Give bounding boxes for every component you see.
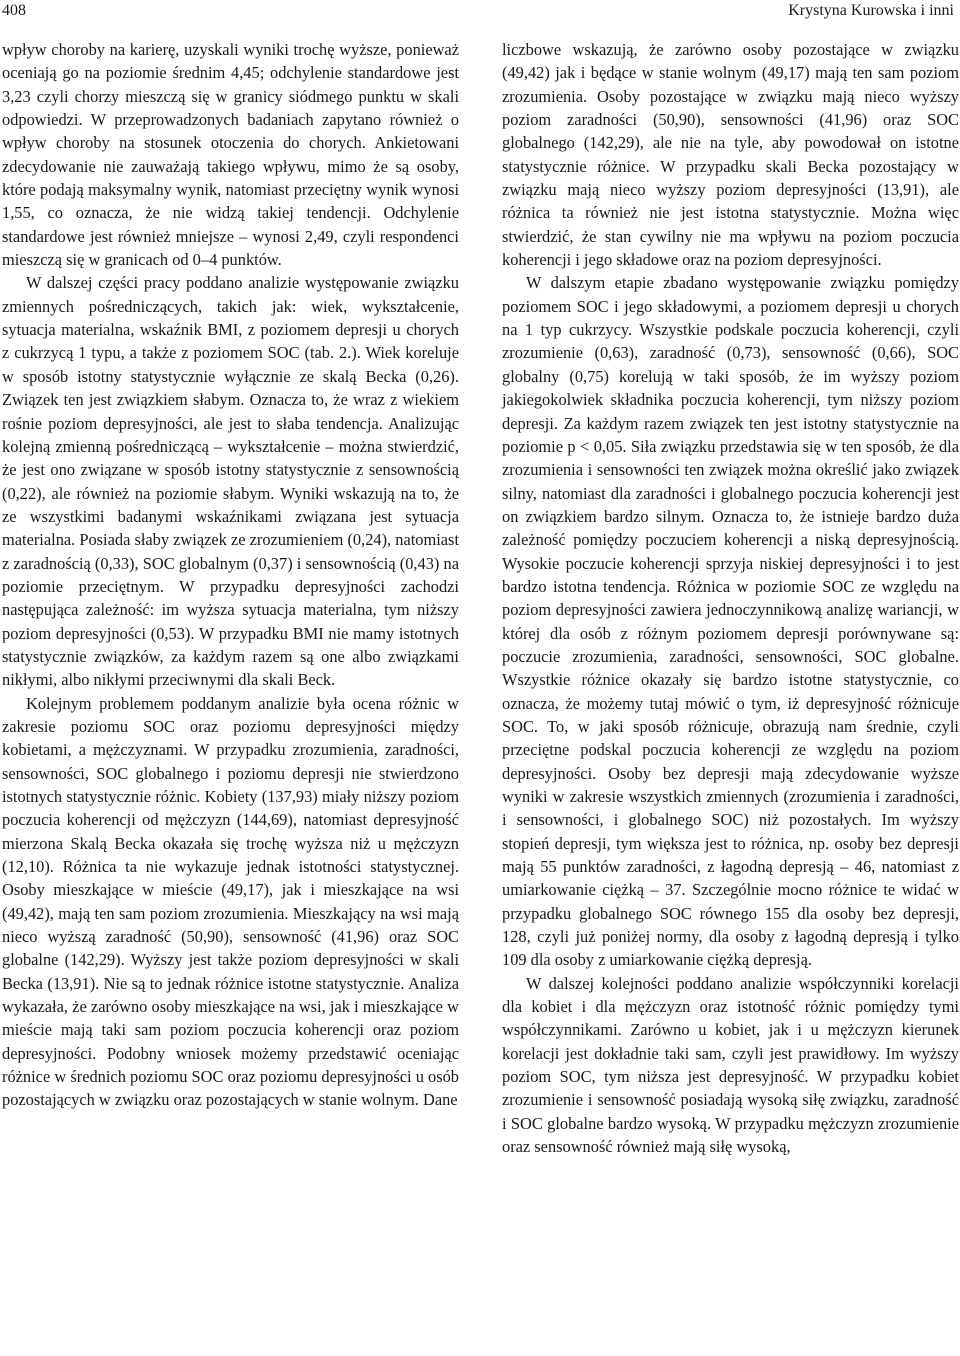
right-paragraph-2: W dalszym etapie zbadano występowanie związku pomiędzy poziomem SOC i jego składowymi, a poziomem depresji u chorych na 1 typ cukrzycy. Wszystkie podskale poczucia koherencji, czyli zrozumienie (0,63), zaradność (0,73), sensowność (0,66), SOC globalny (0,75) korelują w taki sposób, że im wyższy poziom jakiegokolwiek składnika poczucia koherencji, tym niższy poziom depresji. Za każdym razem związek ten jest istotny statystycznie na poziomie p < 0,05. Siła związku przedstawia się w ten sposób, że dla zrozumienia i sensowności ten związek można określić jako związek silny, natomiast dla zaradności i globalnego poczucia koherencji jest on związkiem bardzo silnym. Oznacza to, że istnieje bardzo duża zależność pomiędzy poczuciem koherencji a niską depresyjnością. Wysokie poczucie koherencji sprzyja niskiej depresyjności i to jest bardzo istotna tendencja. Różnica w poziomie SOC ze względu na poziom depresyjności zawiera jednoczynnikową analizę wariancji, w której dla osób z różnym poziomem depresji porównywane są: poczucie zrozumienia, zaradności, sensowności, SOC globalne. Wszystkie różnice okazały się bardzo istotne statystycznie, co oznacza, że możemy tutaj mówić o tym, iż depresyjność różnicuje SOC. To, w jaki sposób różnicuje, obrazują nam średnie, czyli przeciętne podskal poczucia koherencji ze względu na poziom depresyjności. Osoby bez depresji mają zdecydowanie wyższe wyniki w zakresie wszystkich zmiennych (zrozumienia i zaradności, i sensowności, i globalnego SOC) niż pozostałych. Im wyższy stopień depresji, tym większa jest to różnica, np. osoby bez depresji mają 55 punktów zaradności, z łagodną depresją – 46, natomiast z umiarkowanie ciężką – 37. Szczególnie mocno różnice te widać w przypadku globalnego SOC równego 155 dla osoby bez depresji, 128, czyli już poniżej normy, dla osoby z łagodną depresją i tylko 109 dla osoby z umiarkowanie ciężką depresją. bbox=[502, 273, 959, 970]
left-column bbox=[2, 38, 459, 1112]
left-paragraph-2: W dalszej części pracy poddano analizie występowanie związku zmiennych pośredniczących, takich jak: wiek, wykształcenie, sytuacja materialna, wskaźnik BMI, z poziomem depresji u chorych z cukrzycą 1 typu, a także z poziomem SOC (tab. 2.). Wiek koreluje w sposób istotny statystycznie wyłącznie ze skalą Becka (0,26). Związek ten jest związkiem słabym. Oznacza to, że wraz z wiekiem rośnie poziom depresyjności, ale jest to słaba tendencja. Analizując kolejną zmienną pośredniczącą – wykształcenie – można stwierdzić, że jest ono związane w sposób istotny statystycznie z sensownością (0,22), ale również na poziomie słabym. Wyniki wskazują na to, że ze wszystkimi badanymi wskaźnikami związana jest sytuacja materialna. Posiada słaby związek ze zrozumieniem (0,24), natomiast z zaradnością (0,33), SOC globalnym (0,37) i sensownością (0,43) na poziomie przeciętnym. W przypadku depresyjności zachodzi następująca zależność: im wyższa sytuacja materialna, tym niższy poziom depresyjności (0,53). W przypadku BMI nie mamy istotnych statystycznie związków, za każdym razem są one albo związkami nikłymi, albo nikłymi przeciwnymi dla skali Beck. bbox=[2, 273, 459, 690]
page-header bbox=[0, 0, 960, 24]
page-number: 408 bbox=[2, 2, 26, 19]
left-paragraph-1: wpływ choroby na karierę, uzyskali wyniki trochę wyższe, ponieważ oceniają go na poziomie średnim 4,45; odchylenie standardowe jest 3,23 czyli chorzy mieszczą się w granicy siódmego punktu w skali odpowiedzi. W przeprowadzonych badaniach zapytano również o wpływ choroby na stosunek otoczenia do chorych. Ankietowani zdecydowanie nie zauważają takiego wpływu, mimo że są osoby, które podają maksymalny wynik, natomiast przeciętny wynik wynosi 1,55, co oznacza, że nie widzą takiej tendencji. Odchylenie standardowe jest również mniejsze – wynosi 2,49, czyli respondenci mieszczą się w granicach od 0–4 punktów. bbox=[2, 40, 459, 270]
right-paragraph-1: liczbowe wskazują, że zarówno osoby pozostające w związku (49,42) jak i będące w stanie wolnym (49,17) mają ten sam poziom zrozumienia. Osoby pozostające w związku mają nieco wyższy poziom zaradności (50,90), sensowności (41,96) oraz SOC globalnego (142,29), ale nie na tyle, aby powodował on istotne statystycznie różnice. W przypadku skali Becka pozostający w związku mają nieco wyższy poziom depresyjności (13,91), ale różnica ta również nie jest istotna statystycznie. Można więc stwierdzić, że stan cywilny nie ma wpływu na poziom poczucia koherencji i jego składowe oraz na poziom depresyjności. bbox=[502, 40, 959, 270]
right-column bbox=[502, 38, 959, 1159]
right-paragraph-3: W dalszej kolejności poddano analizie współczynniki korelacji dla kobiet i dla mężczyzn oraz istotność różnic pomiędzy tymi współczynnikami. Zarówno u kobiet, jak i u mężczyzn kierunek korelacji jest dokładnie taki sam, czyli jest prawidłowy. Im wyższy poziom SOC, tym niższa jest depresyjność. W przypadku kobiet zrozumienie i sensowność posiadają wysoką siłę związku, zaradność i SOC globalne bardzo wysoką. W przypadku mężczyzn zrozumienie oraz sensowność również mają siłę wysoką, bbox=[502, 973, 959, 1157]
running-head: Krystyna Kurowska i inni bbox=[788, 2, 954, 19]
left-paragraph-3: Kolejnym problemem poddanym analizie była ocena różnic w zakresie poziomu SOC oraz poziomu depresyjności między kobietami, a mężczyznami. W przypadku zrozumienia, zaradności, sensowności, SOC globalnego i poziomu depresji nie stwierdzono istotnych statystycznie różnic. Kobiety (137,93) miały niższy poziom poczucia koherencji od mężczyzn (144,69), natomiast depresyjność mierzona Skalą Becka okazała się trochę wyższa niż u mężczyzn (12,10). Różnica ta nie wykazuje jednak istotności statystycznej. Osoby mieszkające w mieście (49,17), jak i mieszkające na wsi (49,42), mają ten sam poziom zrozumienia. Mieszkający na wsi mają nieco wyższą zaradność (50,90), sensowność (41,96) oraz SOC globalne (142,29). Wyższy jest także poziom depresyjności w skali Becka (13,91). Nie są to jednak różnice istotne statystycznie. Analiza wykazała, że zarówno osoby mieszkające na wsi, jak i mieszkające w mieście mają taki sam poziom poczucia koherencji oraz poziom depresyjności. Podobny wniosek możemy przedstawić oceniając różnice w średnich poziomu SOC oraz poziomu depresyjności u osób pozostających w związku oraz pozostających w stanie wolnym. Dane bbox=[2, 693, 459, 1110]
